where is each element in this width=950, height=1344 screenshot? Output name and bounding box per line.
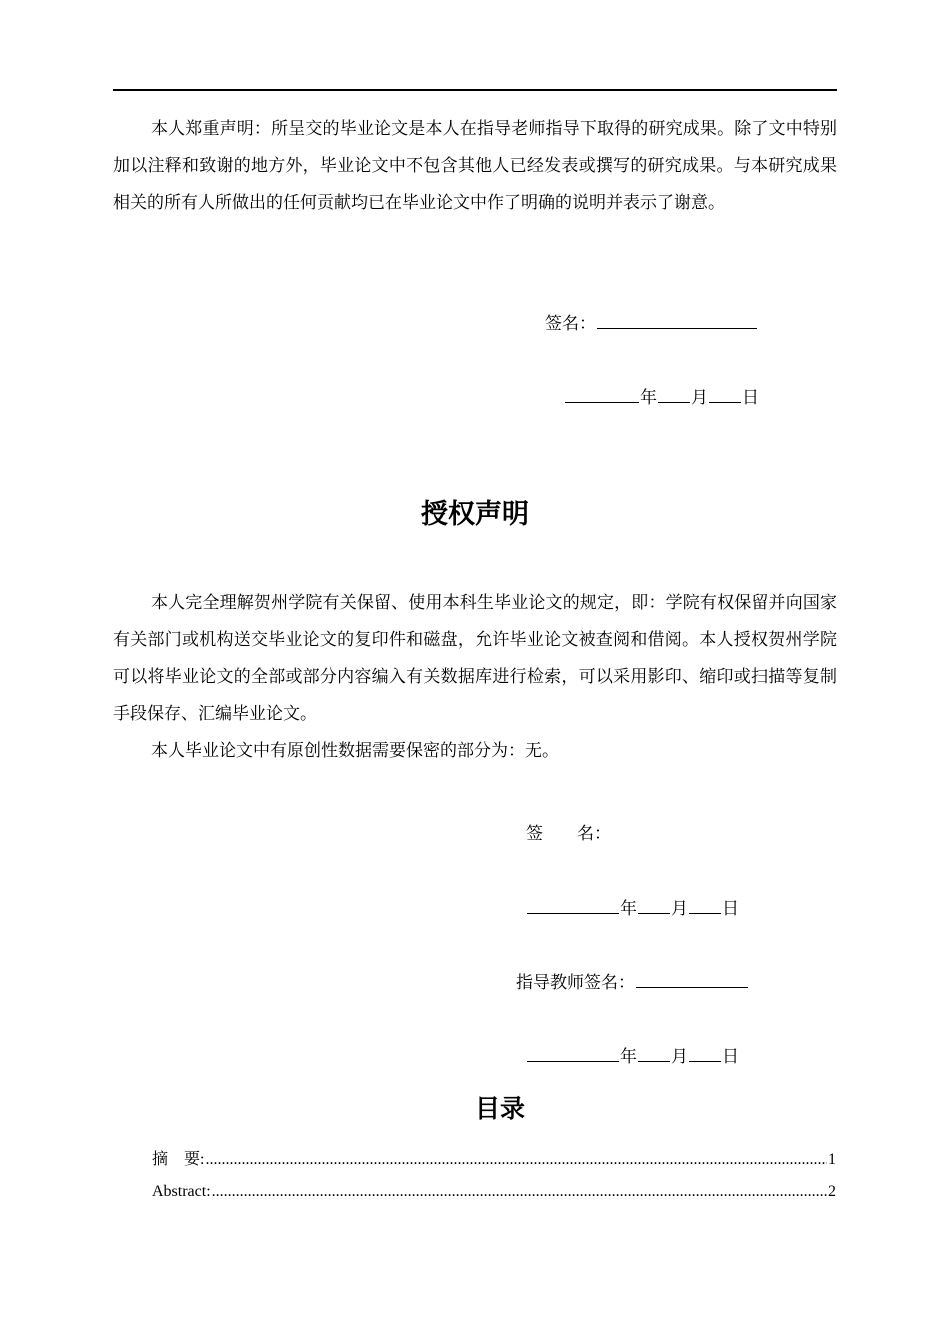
year-label: 年 bbox=[620, 1047, 637, 1067]
signature-blank[interactable] bbox=[597, 311, 757, 329]
toc-title: 目录 bbox=[474, 1094, 525, 1123]
toc-entry[interactable] bbox=[152, 1146, 836, 1169]
day-blank[interactable] bbox=[689, 896, 721, 914]
originality-paragraph: 本人郑重声明：所呈交的毕业论文是本人在指导老师指导下取得的研究成果。除了文中特别加以注释和致谢的地方外，毕业论文中不包含其他人已经发表或撰写的研究成果。与本研究成果相关的所有人所做出的任何贡献均已在毕业论文中作了明确的说明并表示了谢意。 bbox=[113, 119, 837, 213]
advisor-label: 指导教师签名： bbox=[516, 973, 635, 993]
day-blank[interactable] bbox=[689, 1044, 721, 1062]
authorization-signature-label: 签 名： bbox=[526, 824, 611, 844]
year-label: 年 bbox=[620, 899, 637, 919]
originality-date-line bbox=[564, 383, 759, 408]
month-label: 月 bbox=[671, 899, 688, 919]
day-label: 日 bbox=[722, 1047, 739, 1067]
month-blank[interactable] bbox=[638, 1044, 670, 1062]
month-label: 月 bbox=[671, 1047, 688, 1067]
authorization-paragraph-2: 本人毕业论文中有原创性数据需要保密的部分为：无。 bbox=[151, 741, 559, 761]
toc-entry[interactable] bbox=[152, 1183, 836, 1201]
toc-entry-page: 1 bbox=[828, 1151, 836, 1168]
month-label: 月 bbox=[691, 388, 708, 408]
authorization-paragraph-1: 本人完全理解贺州学院有关保留、使用本科生毕业论文的规定，即：学院有权保留并向国家有关部门或机构送交毕业论文的复印件和磁盘，允许毕业论文被查阅和借阅。本人授权贺州学院可以将毕业论文的全部或部分内容编入有关数据库进行检索，可以采用影印、缩印或扫描等复制手段保存、汇编毕业论文。 bbox=[113, 593, 837, 724]
authorization-date-line bbox=[526, 894, 739, 919]
year-label: 年 bbox=[640, 388, 657, 408]
day-label: 日 bbox=[742, 388, 759, 408]
year-blank[interactable] bbox=[527, 1044, 619, 1062]
year-blank[interactable] bbox=[527, 896, 619, 914]
year-blank[interactable] bbox=[565, 385, 639, 403]
month-blank[interactable] bbox=[658, 385, 690, 403]
toc-leader-dots bbox=[205, 1151, 827, 1169]
signature-label: 签名： bbox=[545, 314, 596, 334]
day-label: 日 bbox=[722, 899, 739, 919]
toc-entry-label: Abstract: bbox=[152, 1183, 211, 1200]
toc-entry-label: 摘 要: bbox=[152, 1151, 205, 1168]
advisor-signature-line bbox=[516, 968, 749, 993]
toc-entry-page: 2 bbox=[828, 1183, 836, 1200]
authorization-title: 授权声明 bbox=[421, 499, 529, 530]
advisor-signature-blank[interactable] bbox=[636, 970, 748, 988]
originality-signature-line bbox=[545, 309, 758, 334]
advisor-date-line bbox=[526, 1042, 739, 1067]
day-blank[interactable] bbox=[709, 385, 741, 403]
month-blank[interactable] bbox=[638, 896, 670, 914]
toc-leader-dots bbox=[212, 1183, 827, 1201]
header-rule bbox=[113, 89, 837, 91]
